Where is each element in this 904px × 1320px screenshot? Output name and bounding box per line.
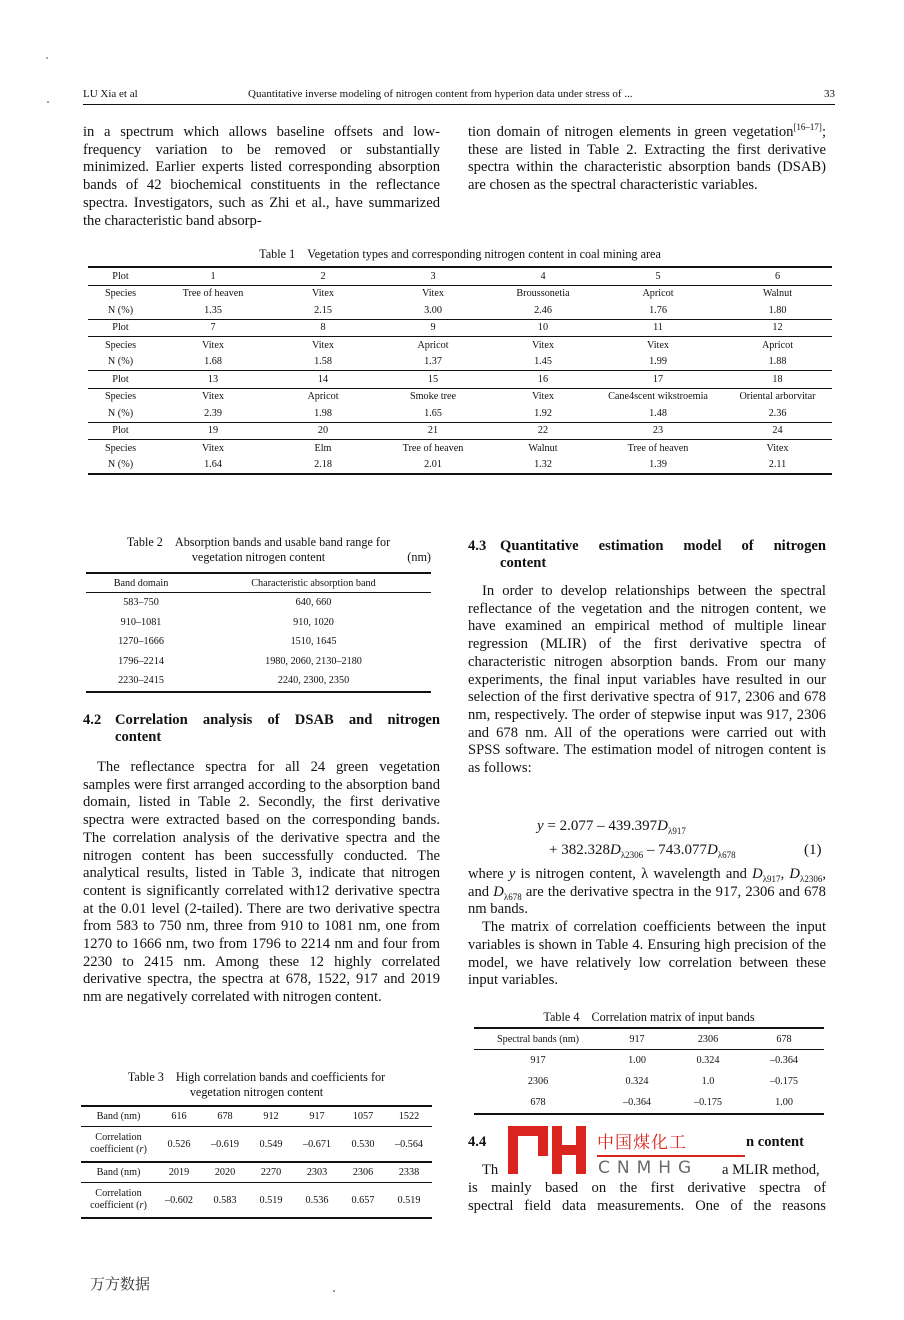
paragraph: in a spectrum which allows baseline offsets and low-frequency variation to be removed or substantially minimized. Earlier experts listed corresponding absorption bands of 42 biochemical constituents in the reflectance spectra. Investigators, such as Zhi et al., have summarized the characteristic band absorp-	[83, 124, 440, 229]
table-cell: 1	[153, 267, 273, 285]
table3-band-row	[81, 1162, 432, 1183]
table-cell: 678	[202, 1106, 248, 1127]
table-cell: Apricot	[642, 288, 674, 300]
table-cell: 19	[153, 422, 273, 440]
table3-band-row	[81, 1106, 432, 1127]
table-cell: 9	[373, 319, 493, 337]
table-cell: 2.39	[153, 405, 273, 422]
table-cell: Vitex	[531, 391, 555, 403]
table-cell: Apricot	[417, 339, 449, 351]
paragraph: where y is nitrogen content, λ wavelength and $D_{\lambda 917}$, $D_{\lambda 2306}$, and $D_{\lambda 678}$ are the derivative spectra in the 917, 2306 and 678 nm bands.	[468, 866, 826, 918]
table-cell: 1.39	[593, 457, 723, 475]
table1-caption: Table 1 Vegetation types and corresponding nitrogen content in coal mining area	[259, 247, 661, 261]
paragraph: The reflectance spectra for all 24 green vegetation samples were first arranged according to the absorption band domain, listed in Table 2. Secondly, the first derivative spectra were extracted based on the corresponding bands. The correlation analysis of the derivative spectra and the nitrogen content has been successfully conducted. The analytical results, listed in Table 3, indicate that nitrogen content is significantly correlated with12 derivative spectra at the 0.01 level (2-tailed). There are two derivative spectra from 583 to 750 nm, three from 910 to 1081 nm, one from 1270 to 1666 nm, two from 1796 to 2214 nm and four from 2230 to 2415 nm. Among these 12 highly correlated derivative spectra, the spectra at 678, 1522, 917 and 2019 nm are negatively correlated with nitrogen content.	[83, 759, 440, 1006]
table3-coefficient-row	[81, 1183, 432, 1219]
table4	[474, 1027, 824, 1115]
paragraph: tion domain of nitrogen elements in green vegetation[16–17]; these are listed in Table 2. Extracting the first derivative spectra within the characteristic absorption bands (DSAB) are chosen as the spectral characteristic variables.	[468, 122, 826, 194]
table-cell: 1057	[340, 1106, 386, 1127]
citation[interactable]: [16–17]	[793, 122, 822, 133]
table-cell: 11	[593, 319, 723, 337]
table-cell: 1.35	[153, 302, 273, 319]
table-cell: Apricot	[307, 391, 339, 403]
table-cell: Tree of heaven	[627, 442, 689, 454]
table-cell: 23	[593, 422, 723, 440]
row-label: Correlation coefficient (r)	[81, 1183, 156, 1219]
table-cell: 2270	[248, 1162, 294, 1183]
table-cell: 18	[723, 371, 832, 389]
table-cell: 1.58	[273, 354, 373, 371]
watermark-divider	[597, 1155, 745, 1157]
table-cell: Vitex	[201, 442, 225, 454]
table-cell: 1.32	[493, 457, 593, 475]
row-label: N (%)	[88, 302, 153, 319]
table1-nitrogen-row	[88, 405, 832, 422]
watermark-logo	[508, 1126, 586, 1174]
table-cell: Vitex	[201, 339, 225, 351]
scan-speck	[333, 1290, 335, 1292]
row-label: Species	[104, 442, 137, 454]
table-header-row: Band domain Characteristic absorption band	[86, 573, 431, 593]
table-cell: Vitex	[311, 288, 335, 300]
paragraph: The matrix of correlation coefficients between the input variables is shown in Table 4. Ensuring high precision of the model, we have relatively low correlation between these input variables.	[468, 919, 826, 989]
right-column-intro	[468, 124, 826, 195]
table1-species-row	[88, 285, 832, 302]
section-4-2-body	[83, 759, 440, 1007]
table-cell: Broussonetia	[516, 288, 570, 300]
table-cell: –0.671	[294, 1127, 340, 1163]
row-label: N (%)	[88, 354, 153, 371]
scan-speck	[46, 57, 48, 59]
table-cell: 1.48	[593, 405, 723, 422]
table-cell: 1.68	[153, 354, 273, 371]
table-cell: 12	[723, 319, 832, 337]
table-cell: 1.99	[593, 354, 723, 371]
table3-caption: Table 3 High correlation bands and coefficients for vegetation nitrogen content	[127, 1070, 386, 1099]
table-cell: Vitex	[646, 339, 670, 351]
table-cell: 0.583	[202, 1183, 248, 1219]
table-row: 583–750 640, 660	[123, 597, 332, 609]
table-cell: 2338	[386, 1162, 432, 1183]
section-4-4-number: 4.4	[468, 1134, 487, 1150]
equation-line-2: + $382.328D_{\lambda 2306} - 743.077D_{\lambda 678}$	[549, 842, 736, 860]
equation-explanation	[468, 866, 826, 990]
table-cell: 2306	[340, 1162, 386, 1183]
table-cell: 1.65	[373, 405, 493, 422]
running-header	[83, 88, 835, 105]
table-cell: 3.00	[373, 302, 493, 319]
table1-plot-row	[88, 422, 832, 440]
table-cell: 0.536	[294, 1183, 340, 1219]
row-label: N (%)	[88, 457, 153, 475]
row-label: N (%)	[88, 405, 153, 422]
table-cell: Smoke tree	[409, 391, 457, 403]
table-cell: 17	[593, 371, 723, 389]
row-label: Plot	[88, 319, 153, 337]
table-row: 2230–2415 2240, 2300, 2350	[86, 671, 431, 692]
row-label: Plot	[88, 422, 153, 440]
table2-unit: (nm)	[407, 550, 431, 564]
table-cell: Elm	[314, 442, 332, 454]
table-cell: 10	[493, 319, 593, 337]
table1-plot-row	[88, 267, 832, 285]
row-label: Correlation coefficient (r)	[81, 1127, 156, 1163]
table1-species-row	[88, 337, 832, 354]
table-cell: 2020	[202, 1162, 248, 1183]
table-cell: 22	[493, 422, 593, 440]
table-cell: 20	[273, 422, 373, 440]
watermark-english-text: CNMHG	[598, 1158, 699, 1178]
table-row: 2306 0.324 1.0 –0.175	[527, 1076, 798, 1087]
table2-caption: Table 2 Absorption bands and usable band range for vegetation nitrogen content (nm)	[126, 535, 431, 564]
paragraph: In order to develop relationships between the spectral reflectance of the vegetation and the nitrogen content, we have examined an empirical method of multiple linear regression (MLIR) of the first derivative spectra of characteristic nitrogen absorption bands. From our many experiments, the final input variables have resulted in our selection of the first derivative spectra of 917, 2306 and 678 nm, respectively. The order of stepwise input was 917, 2306 and 678 nm. All of the operations were carried out with SPSS software. The estimation model of nitrogen content is as follows:	[468, 583, 826, 777]
table-cell: 1.64	[153, 457, 273, 475]
table-cell: 2.46	[493, 302, 593, 319]
table4-caption: Table 4 Correlation matrix of input bands	[543, 1010, 755, 1024]
table-cell: Vitex	[421, 288, 445, 300]
row-label: Band (nm)	[81, 1106, 156, 1127]
table-row: 1270–1666 1510, 1645	[118, 636, 337, 648]
table-cell: 917	[294, 1106, 340, 1127]
table-cell: Tree of heaven	[182, 288, 244, 300]
table3-coefficient-row	[81, 1127, 432, 1163]
table-cell: 2019	[156, 1162, 202, 1183]
table-cell: 0.526	[156, 1127, 202, 1163]
row-label: Species	[104, 339, 137, 351]
table-cell: 13	[153, 371, 273, 389]
left-column-intro	[83, 124, 440, 230]
table1	[88, 266, 832, 475]
row-label: Plot	[88, 267, 153, 285]
table-cell: 616	[156, 1106, 202, 1127]
table-cell: 1.80	[723, 302, 832, 319]
table-cell: Tree of heaven	[402, 442, 464, 454]
section-4-4-line3: spectral field data measurements. One of the reasons	[468, 1198, 826, 1214]
row-label: Species	[104, 391, 137, 403]
table-row: 917 1.00 0.324 –0.364	[530, 1055, 798, 1066]
equation-line-1: $y = 2.077 - 439.397D_{\lambda 917}$	[537, 818, 686, 836]
section-4-2-heading: 4.2 Correlation analysis of DSAB and nitrogen content	[83, 712, 440, 745]
table-cell: –0.619	[202, 1127, 248, 1163]
table-cell: 1522	[386, 1106, 432, 1127]
table-cell: 1.92	[493, 405, 593, 422]
table-cell: 2.01	[373, 457, 493, 475]
table-cell: 1.98	[273, 405, 373, 422]
table1-nitrogen-row	[88, 302, 832, 319]
table-cell: 0.530	[340, 1127, 386, 1163]
table-cell: 2.11	[723, 457, 832, 475]
table-cell: 2	[273, 267, 373, 285]
table-cell: –0.564	[386, 1127, 432, 1163]
table-cell: 0.519	[248, 1183, 294, 1219]
table1-nitrogen-row	[88, 354, 832, 371]
table-cell: 1.76	[593, 302, 723, 319]
footer-source: 万方数据	[90, 1275, 151, 1293]
table-cell: 14	[273, 371, 373, 389]
table-cell: 2.15	[273, 302, 373, 319]
table-cell: 2.18	[273, 457, 373, 475]
table-cell: 6	[723, 267, 832, 285]
table-cell: Oriental arborvitar	[739, 391, 816, 403]
table-cell: 21	[373, 422, 493, 440]
row-label: Plot	[88, 371, 153, 389]
table3	[81, 1105, 432, 1219]
table-cell: Vitex	[531, 339, 555, 351]
table-cell: 1.45	[493, 354, 593, 371]
row-label: Species	[104, 288, 137, 300]
equation-number: (1)	[804, 842, 822, 858]
header-title: Quantitative inverse modeling of nitrogen content from hyperion data under stress of ...	[248, 88, 633, 100]
table-cell: Walnut	[528, 442, 558, 454]
table1-plot-row	[88, 371, 832, 389]
watermark-chinese-text: 中国煤化工	[597, 1133, 687, 1153]
table-header-row: Spectral bands (nm) 917 2306 678	[474, 1028, 824, 1050]
table-cell: 8	[273, 319, 373, 337]
table-cell: 2303	[294, 1162, 340, 1183]
table1-species-row	[88, 388, 832, 405]
table-cell: 7	[153, 319, 273, 337]
section-4-3-body	[468, 583, 826, 778]
table-cell: 912	[248, 1106, 294, 1127]
table-cell: 1.37	[373, 354, 493, 371]
table1-plot-row	[88, 319, 832, 337]
table-cell: Walnut	[762, 288, 793, 300]
page-number: 33	[824, 88, 835, 100]
scan-speck	[47, 101, 49, 103]
table-cell: Cane4scent wikstroemia	[608, 391, 708, 403]
table-cell: 0.549	[248, 1127, 294, 1163]
row-label: Band (nm)	[81, 1162, 156, 1183]
table1-species-row	[88, 440, 832, 457]
table-cell: 3	[373, 267, 493, 285]
table-cell: Vitex	[766, 442, 789, 454]
table-cell: 0.519	[386, 1183, 432, 1219]
table-cell: 4	[493, 267, 593, 285]
table-cell: 24	[723, 422, 832, 440]
table-cell: 1.88	[723, 354, 832, 371]
section-4-4-line2: is mainly based on the first derivative spectra of	[468, 1180, 826, 1196]
table-cell: 2.36	[723, 405, 832, 422]
table-cell: 5	[593, 267, 723, 285]
table-cell: –0.602	[156, 1183, 202, 1219]
section-4-3-heading: 4.3 Quantitative estimation model of nitrogen content	[468, 538, 826, 571]
table-cell: 15	[373, 371, 493, 389]
table2	[86, 572, 431, 693]
table-cell: Vitex	[311, 339, 335, 351]
section-4-4-line1-end: a MLIR method,	[722, 1162, 820, 1178]
table-cell: 0.657	[340, 1183, 386, 1219]
table-cell: Vitex	[201, 391, 225, 403]
table-row: 1796–2214 1980, 2060, 2130–2180	[118, 655, 362, 667]
section-4-4-line1-start: Th	[482, 1162, 499, 1178]
table-row: 678 –0.364 –0.175 1.00	[474, 1092, 824, 1114]
header-author: LU Xia et al	[83, 88, 138, 100]
table1-nitrogen-row	[88, 457, 832, 475]
section-4-4-title-tail: n content	[746, 1134, 804, 1150]
table-row: 910–1081 910, 1020	[120, 616, 334, 628]
table-cell: Apricot	[761, 339, 794, 351]
table-cell: 16	[493, 371, 593, 389]
